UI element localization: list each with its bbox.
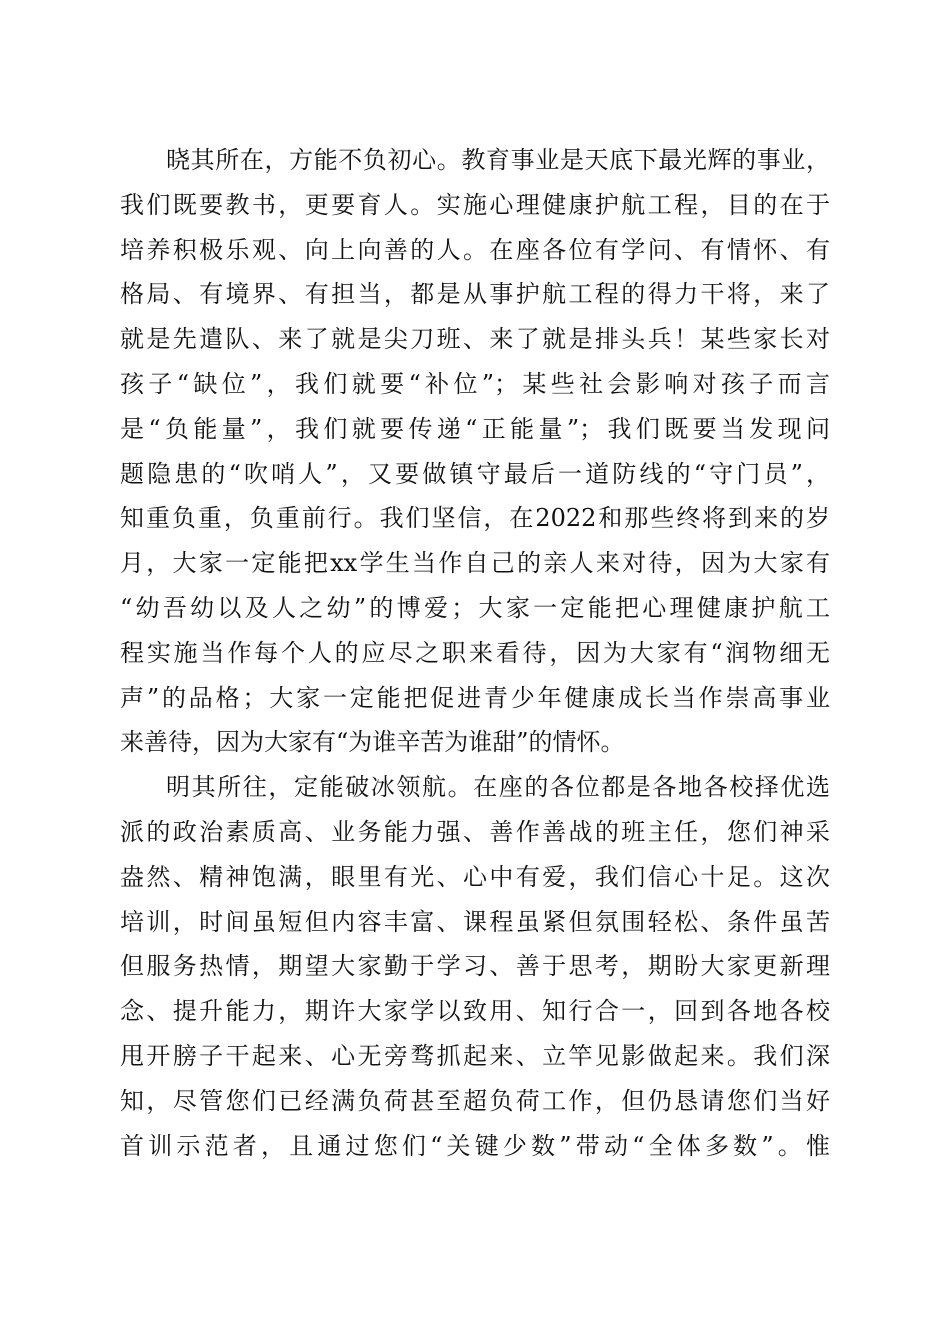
text-line: 程实施当作每个人的应尽之职来看待，因为大家有“润物细无 <box>120 638 830 667</box>
text-line: 首训示范者，且通过您们“关键少数”带动“全体多数”。惟 <box>120 1131 830 1160</box>
paragraph-2 <box>120 765 830 1168</box>
body-text <box>120 138 830 1168</box>
text-line: 格局、有境界、有担当，都是从事护航工程的得力干将，来了 <box>120 280 830 309</box>
paragraph-1 <box>120 138 830 765</box>
text-line: 知，尽管您们已经满负荷甚至超负荷工作，但仍恳请您们当好 <box>120 1086 830 1115</box>
text-line: 但服务热情，期望大家勤于学习、善于思考，期盼大家更新理 <box>120 952 830 981</box>
text-line: 知重负重，负重前行。我们坚信，在2022和那些终将到来的岁 <box>120 504 830 533</box>
text-line: 来善待，因为大家有“为谁辛苦为谁甜”的情怀。 <box>120 728 625 757</box>
text-line: 盎然、精神饱满，眼里有光、心中有爱，我们信心十足。这次 <box>120 862 830 891</box>
text-line: 就是先遣队、来了就是尖刀班、来了就是排头兵！某些家长对 <box>120 325 830 354</box>
text-line: 培训，时间虽短但内容丰富、课程虽紧但氛围轻松、条件虽苦 <box>120 907 830 936</box>
text-line: 念、提升能力，期许大家学以致用、知行合一，回到各地各校 <box>120 997 830 1026</box>
text-line: 题隐患的“吹哨人”，又要做镇守最后一道防线的“守门员”， <box>120 459 830 488</box>
text-line: 甩开膀子干起来、心无旁骛抓起来、立竿见影做起来。我们深 <box>120 1041 830 1070</box>
text-line: 晓其所在，方能不负初心。教育事业是天底下最光辉的事业， <box>166 146 830 174</box>
text-line: 明其所往，定能破冰领航。在座的各位都是各地各校择优选 <box>166 773 830 802</box>
text-line: 孩子“缺位”，我们就要“补位”；某些社会影响对孩子而言 <box>120 369 830 398</box>
text-line: 我们既要教书，更要育人。实施心理健康护航工程，目的在于 <box>120 190 830 219</box>
text-line: 是“负能量”，我们就要传递“正能量”；我们既要当发现问 <box>120 414 830 443</box>
text-line: 培养积极乐观、向上向善的人。在座各位有学问、有情怀、有 <box>120 235 830 264</box>
text-line: 声”的品格；大家一定能把促进青少年健康成长当作崇高事业 <box>120 683 830 712</box>
text-line: “幼吾幼以及人之幼”的博爱；大家一定能把心理健康护航工 <box>120 593 830 622</box>
text-line: 月，大家一定能把xx学生当作自己的亲人来对待，因为大家有 <box>120 549 830 578</box>
text-line: 派的政治素质高、业务能力强、善作善战的班主任，您们神采 <box>120 817 830 846</box>
